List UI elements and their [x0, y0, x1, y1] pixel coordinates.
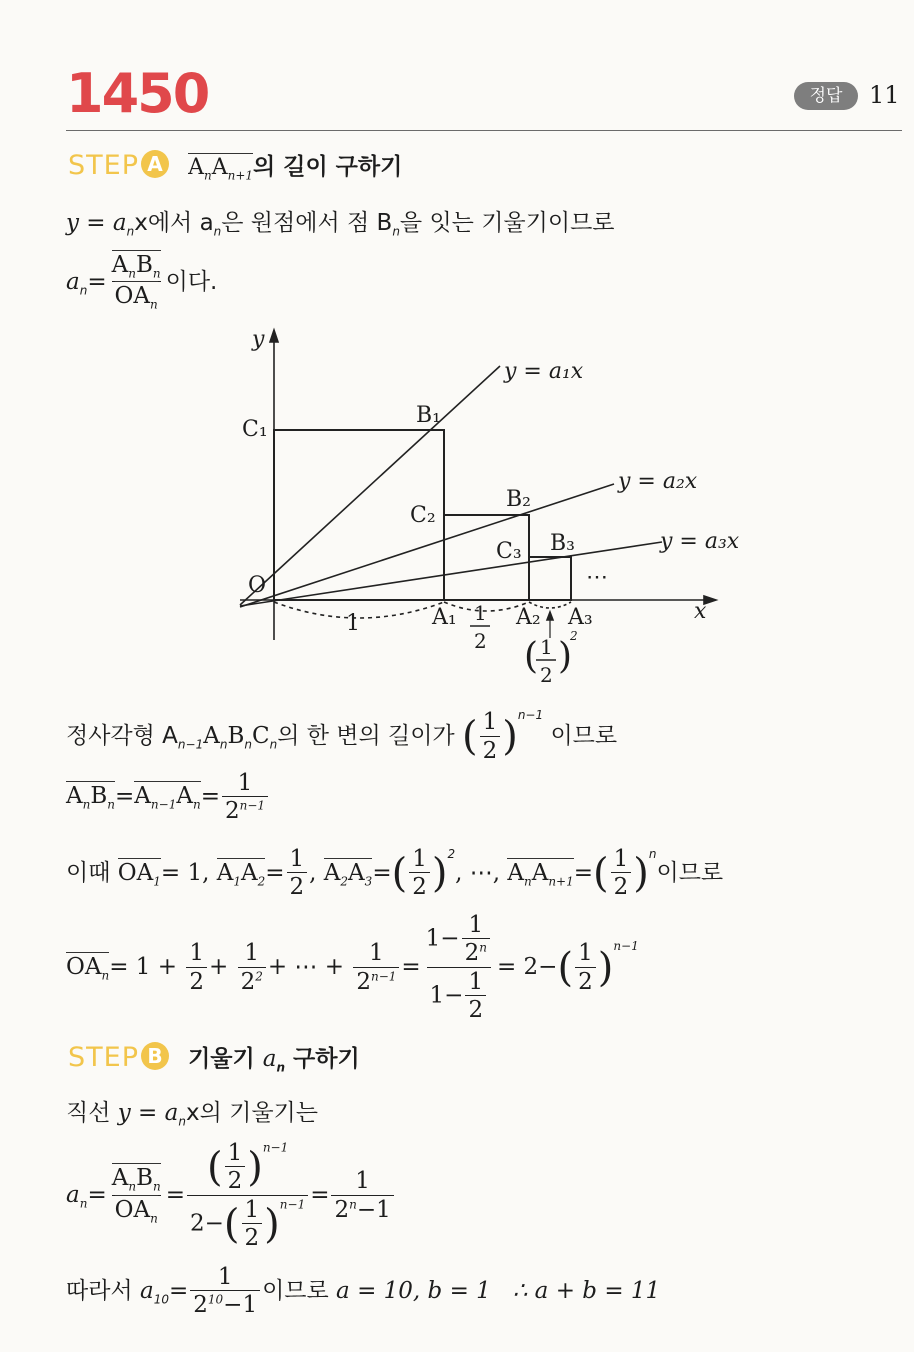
- length-quarter-den: 2: [540, 663, 553, 687]
- formula-oa-sum: $OA_n= 1$ + $\frac{1}{2}$ + $\frac{1}{2^2}$ + ⋯ + $\frac{1}{2^{n-1}}$ = 1− $\frac{1}{2^n}$ 1− $\frac{1}{2}$ = 2−( $\frac{1}{2}$ )$^{n-1}$: [66, 912, 639, 1024]
- length-1-label: 1: [346, 611, 360, 636]
- line-a3-label: y = a₃x: [660, 529, 740, 554]
- step-a-segment: $A_nA_{n+1}$: [188, 155, 254, 183]
- length-quarter-exp: 2: [570, 629, 578, 643]
- line-a2-label: y = a₂x: [618, 469, 698, 494]
- step-b-heading: [68, 1040, 360, 1075]
- length-half-num: 1: [474, 601, 487, 625]
- step-a-label: STEP: [68, 150, 139, 181]
- length-quarter-num: 1: [540, 635, 553, 659]
- point-b3-label: B₃: [550, 531, 575, 556]
- point-b2-label: B₂: [506, 487, 531, 512]
- step-a-circle: A: [141, 150, 169, 178]
- pointer-arrow: [547, 612, 553, 620]
- point-a3-label: A₃: [568, 605, 593, 630]
- step-a-heading: [68, 148, 403, 183]
- answer-therefore: ∴ a + b = 11: [512, 1277, 661, 1304]
- formula-segments: 이때 $OA_1= 1$, $A_1A_2=$ $\frac{1}{2}$ , $A_2A_3=$( $\frac{1}{2}$ )$^2$, ⋯, $A_nA_{n+1}=$( $\frac{1}{2}$ )$^n$이므로: [66, 846, 724, 901]
- step-b-circle: B: [141, 1042, 169, 1070]
- length-half-den: 2: [474, 629, 487, 653]
- text-line-slope: 직선 $y = a_nx$의 기울기는: [66, 1100, 318, 1129]
- line-a1: [240, 366, 500, 605]
- paren-close: ): [558, 636, 573, 677]
- ellipsis-label: ⋯: [586, 565, 608, 590]
- x-axis-label: x: [694, 599, 707, 624]
- point-c1-label: C₁: [242, 417, 268, 442]
- formula-slope: $a_n=$ $\frac{A_nB_n}{OA_n}$ = ( $\frac{1}{2}$ )$^{n-1}$ 2−( $\frac{1}{2}$ )$^{n-1}$ = $\frac{1}{2^n-1}$: [66, 1140, 396, 1252]
- header-divider: [66, 130, 902, 131]
- problem-number: 1450: [66, 62, 209, 125]
- square-3: [529, 557, 571, 600]
- answer-values: a = 10, b = 1: [336, 1277, 491, 1304]
- final-answer-line: 따라서 $a_{10}=$ $\frac{1}{2^{10}-1}$ 이므로 a = 10, b = 1 ∴ a + b = 11: [66, 1264, 661, 1319]
- answer-page-number: 11: [869, 81, 900, 109]
- step-a-title: 의 길이 구하기: [253, 154, 403, 180]
- origin-label: O: [248, 573, 267, 598]
- line-a1-label: y = a₁x: [504, 359, 584, 384]
- text-line-1: $y = a_nx$에서 $a_n$은 원점에서 점 $B_n$을 잇는 기울기이므로: [66, 210, 615, 239]
- point-c2-label: C₂: [410, 503, 436, 528]
- point-a2-label: A₂: [516, 605, 541, 630]
- geometry-figure: [228, 322, 768, 692]
- formula-side-length: $A_nB_n=A_{n-1}A_n=$ $\frac{1}{2^{n-1}}$: [66, 770, 270, 825]
- answer-badge: 정답: [794, 82, 858, 110]
- y-axis-label: y: [252, 327, 265, 352]
- point-a1-label: A₁: [432, 605, 457, 630]
- step-b-title: 기울기 $a_n$ 구하기: [188, 1046, 360, 1075]
- formula-an-def: $a_n=$ $\frac{A_nB_n}{OA_n}$ 이다.: [66, 252, 218, 312]
- step-b-label: STEP: [68, 1042, 139, 1073]
- text-line-square: 정사각형 $A_{n-1}A_nB_nC_n$의 한 변의 길이가 ( $\frac{1}{2}$ )$^{n-1}$ 이므로: [66, 708, 618, 764]
- point-b1-label: B₁: [416, 403, 441, 428]
- paren-open: (: [524, 636, 539, 677]
- point-c3-label: C₃: [496, 539, 522, 564]
- y-axis-arrow: [270, 330, 278, 342]
